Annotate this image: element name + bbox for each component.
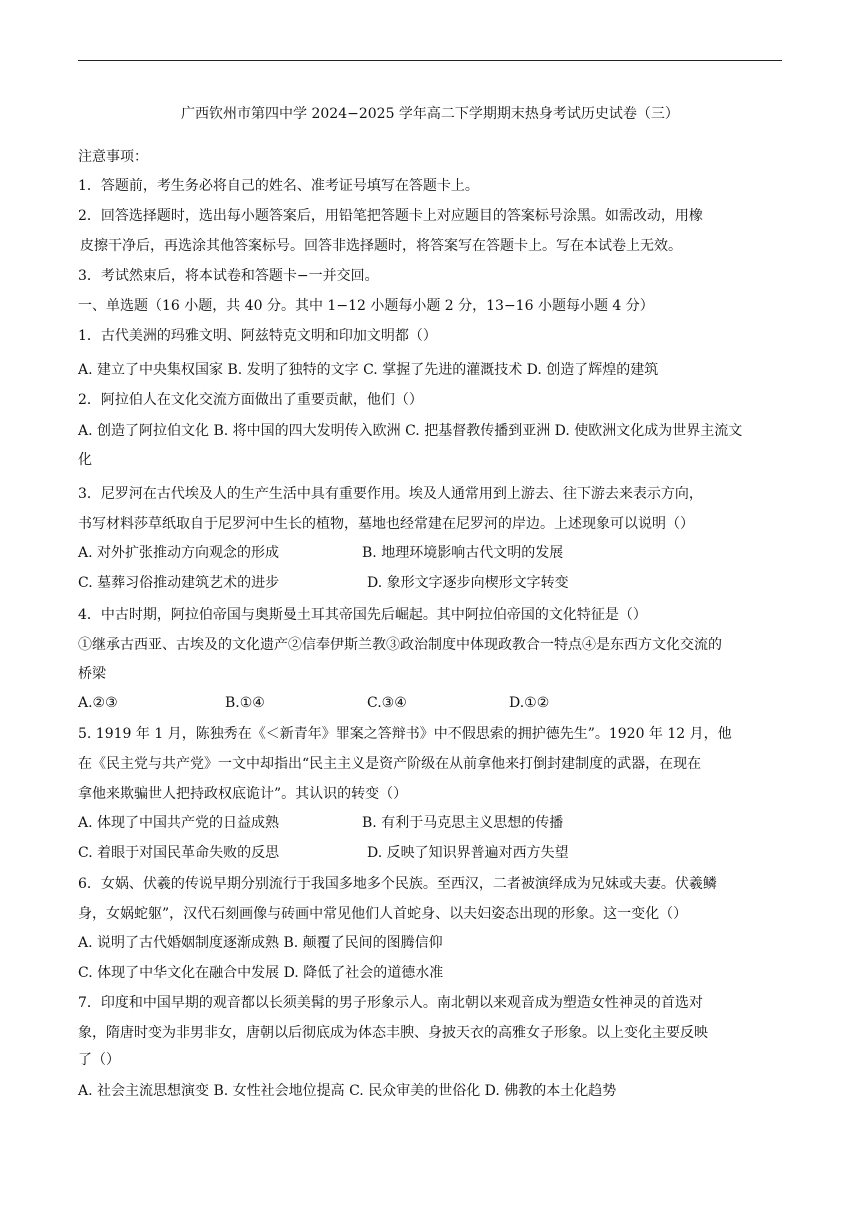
q5-option-b: B. 有利于马克思主义思想的传播 — [362, 815, 564, 831]
notice-heading: 注意事项： — [78, 149, 148, 165]
q6-stem-b: 身，女娲蛇躯”，汉代石刻画像与砖画中常见他们人首蛇身、以夫妇姿态出现的形象。这一变化（） — [78, 906, 688, 922]
q6-options-b: C. 体现了中华文化在融合中发展 D. 降低了社会的道德水准 — [78, 965, 444, 981]
q4-items-b: 桥梁 — [78, 666, 106, 682]
exam-title: 广西钦州市第四中学 2024−2025 学年高二下学期期末热身考试历史试卷（三） — [181, 106, 679, 122]
q4-option-a: A.②③ — [78, 695, 118, 711]
q1-stem: 1．古代美洲的玛雅文明、阿兹特克文明和印加文明都（） — [78, 328, 437, 344]
q2-options-a: A. 创造了阿拉伯文化 B. 将中国的四大发明传入欧洲 C. 把基督教传播到亚洲 D. 使欧洲文化成为世界主流文 — [78, 423, 743, 439]
notice-item-3: 3．考试然束后，将本试卷和答题卡−一并交回。 — [78, 268, 379, 284]
section-heading: 一、单选题（16 小题，共 40 分。其中 1−12 小题每小题 2 分，13−16 小题每小题 4 分） — [78, 298, 654, 314]
q4-items-a: ①继承古西亚、古埃及的文化遗产②信奉伊斯兰教③政治制度中体现政教合一特点④是东西方文化交流的 — [78, 637, 722, 653]
notice-item-2a: 2．回答选择题时，选出每小题答案后，用铅笔把答题卡上对应题目的答案标号涂黑。如需改动，用橡 — [78, 208, 703, 224]
q6-stem-a: 6．女娲、伏羲的传说早期分别流行于我国多地多个民族。至西汉，二者被演绎成为兄妹或夫妻。伏羲鳞 — [78, 876, 717, 892]
q5-stem-a: 5. 1919 年 1 月，陈独秀在《＜新青年》罪案之答辩书》中不假思索的拥护德先生”。1920 年 12 月，他 — [78, 726, 732, 742]
q3-stem-b: 书写材料莎草纸取自于尼罗河中生长的植物，墓地也经常建在尼罗河的岸边。上述现象可以说明（） — [78, 516, 694, 532]
header-rule — [78, 60, 782, 61]
q3-option-d: D. 象形文字逐步向楔形文字转变 — [367, 575, 569, 591]
q2-options-b: 化 — [78, 452, 92, 468]
q5-option-a: A. 体现了中国共产党的日益成熟 — [78, 815, 280, 831]
q4-option-c: C.③④ — [367, 695, 407, 711]
q5-option-d: D. 反映了知识界普遍对西方失望 — [367, 845, 569, 861]
q1-options: A. 建立了中央集权国家 B. 发明了独特的文字 C. 掌握了先进的灌溉技术 D. 创造了辉煌的建筑 — [78, 362, 659, 378]
q5-option-c: C. 着眼于对国民革命失败的反思 — [78, 845, 280, 861]
q4-stem: 4．中古时期，阿拉伯帝国与奥斯曼土耳其帝国先后崛起。其中阿拉伯帝国的文化特征是（） — [78, 607, 647, 623]
q3-option-b: B. 地理环境影响古代文明的发展 — [362, 545, 564, 561]
q2-stem: 2．阿拉伯人在文化交流方面做出了重要贡献，他们（） — [78, 392, 423, 408]
q4-option-b: B.①④ — [225, 695, 265, 711]
q3-option-c: C. 墓葬习俗推动建筑艺术的进步 — [78, 575, 280, 591]
q7-stem-c: 了（） — [78, 1052, 120, 1068]
q7-stem-a: 7．印度和中国早期的观音都以长须美髯的男子形象示人。南北朝以来观音成为塑造女性神灵的首选对 — [78, 995, 703, 1011]
notice-item-2b: 皮擦干净后，再选涂其他答案标号。回答非选择题时，将答案写在答题卡上。写在本试卷上无效。 — [80, 238, 682, 254]
q4-option-d: D.①② — [509, 695, 550, 711]
q5-stem-c: 拿他来欺骗世人把持政权底诡计”。其认识的转变（） — [78, 786, 408, 802]
q7-stem-b: 象，隋唐时变为非男非女，唐朝以后彻底成为体态丰腴、身披天衣的高雅女子形象。以上变化主要反映 — [78, 1025, 708, 1041]
q5-stem-b: 在《民主党与共产党》一文中却指出“民主主义是资产阶级在从前拿他来打倒封建制度的武器，在现在 — [78, 756, 702, 772]
q7-options: A. 社会主流思想演变 B. 女性社会地位提高 C. 民众审美的世俗化 D. 佛教的本土化趋势 — [78, 1083, 617, 1099]
q6-options-a: A. 说明了古代婚姻制度逐渐成熟 B. 颠覆了民间的图腾信仰 — [78, 935, 443, 951]
q3-option-a: A. 对外扩张推动方向观念的形成 — [78, 545, 280, 561]
q3-stem-a: 3．尼罗河在古代埃及人的生产生活中具有重要作用。埃及人通常用到上游去、往下游去来表示方向， — [78, 486, 703, 502]
notice-item-1: 1．答题前，考生务必将自己的姓名、准考证号填写在答题卡上。 — [78, 178, 479, 194]
